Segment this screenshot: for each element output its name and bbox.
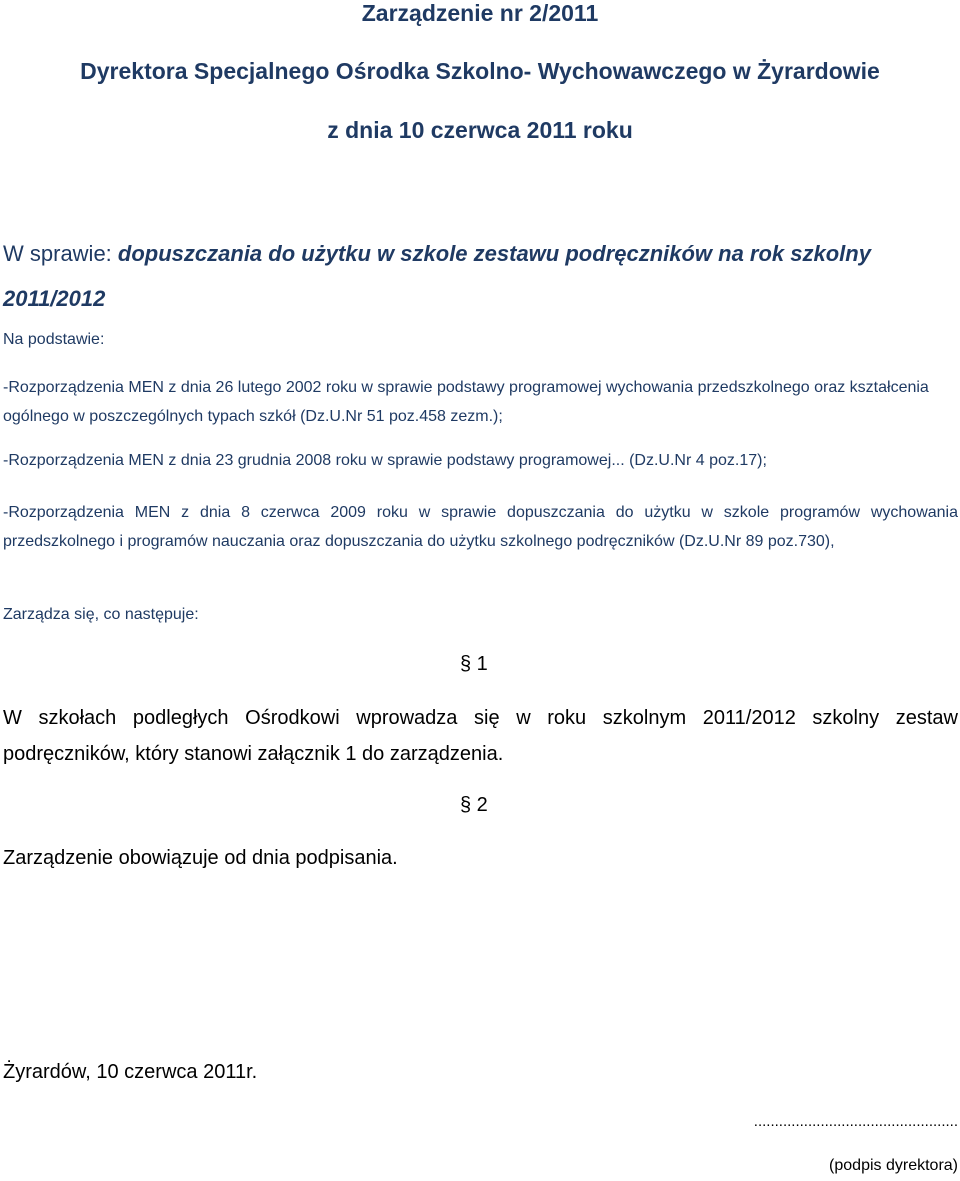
basis-label: Na podstawie: <box>3 331 105 348</box>
subject-topic: dopuszczania do użytku w szkole zestawu podręczników na rok szkolny 2011/2012 <box>3 241 871 311</box>
section-1-mark: § 1 <box>460 653 488 675</box>
signature-line: ................................................. <box>753 1113 958 1130</box>
document-title: Zarządzenie nr 2/2011 <box>361 0 599 26</box>
date-line: z dnia 10 czerwca 2011 roku <box>327 117 633 143</box>
section-2-text: Zarządzenie obowiązuje od dnia podpisania. <box>3 847 398 869</box>
subject-line <box>3 231 958 321</box>
place-date: Żyrardów, 10 czerwca 2011r. <box>3 1061 258 1083</box>
section-2-mark: § 2 <box>460 794 488 816</box>
basis-item-1: -Rozporządzenia MEN z dnia 26 lutego 2002 roku w sprawie podstawy programowej wychowania przedszkolnego oraz kształcenia ogólnego w poszczególnych typach szkół (Dz.U.Nr 51 poz.458 zezm.); <box>3 379 929 425</box>
signature-label: (podpis dyrektora) <box>829 1157 958 1174</box>
decree-line: Zarządza się, co następuje: <box>3 606 199 623</box>
section-1-text: W szkołach podległych Ośrodkowi wprowadza się w roku szkolnym 2011/2012 szkolny zestaw podręczników, który stanowi załącznik 1 do zarządzenia. <box>3 707 958 765</box>
basis-item-2: -Rozporządzenia MEN z dnia 23 grudnia 2008 roku w sprawie podstawy programowej... (Dz.U.Nr 4 poz.17); <box>3 452 767 469</box>
subject-prefix: W sprawie: <box>3 241 118 266</box>
basis-item-3: -Rozporządzenia MEN z dnia 8 czerwca 2009 roku w sprawie dopuszczania do użytku w szkole programów wychowania przedszkolnego i programów nauczania oraz dopuszczania do użytku szkolnego podręczników (Dz.U.Nr 89 poz.730), <box>3 504 958 550</box>
issuer-line: Dyrektora Specjalnego Ośrodka Szkolno- Wychowawczego w Żyrardowie <box>80 58 880 84</box>
